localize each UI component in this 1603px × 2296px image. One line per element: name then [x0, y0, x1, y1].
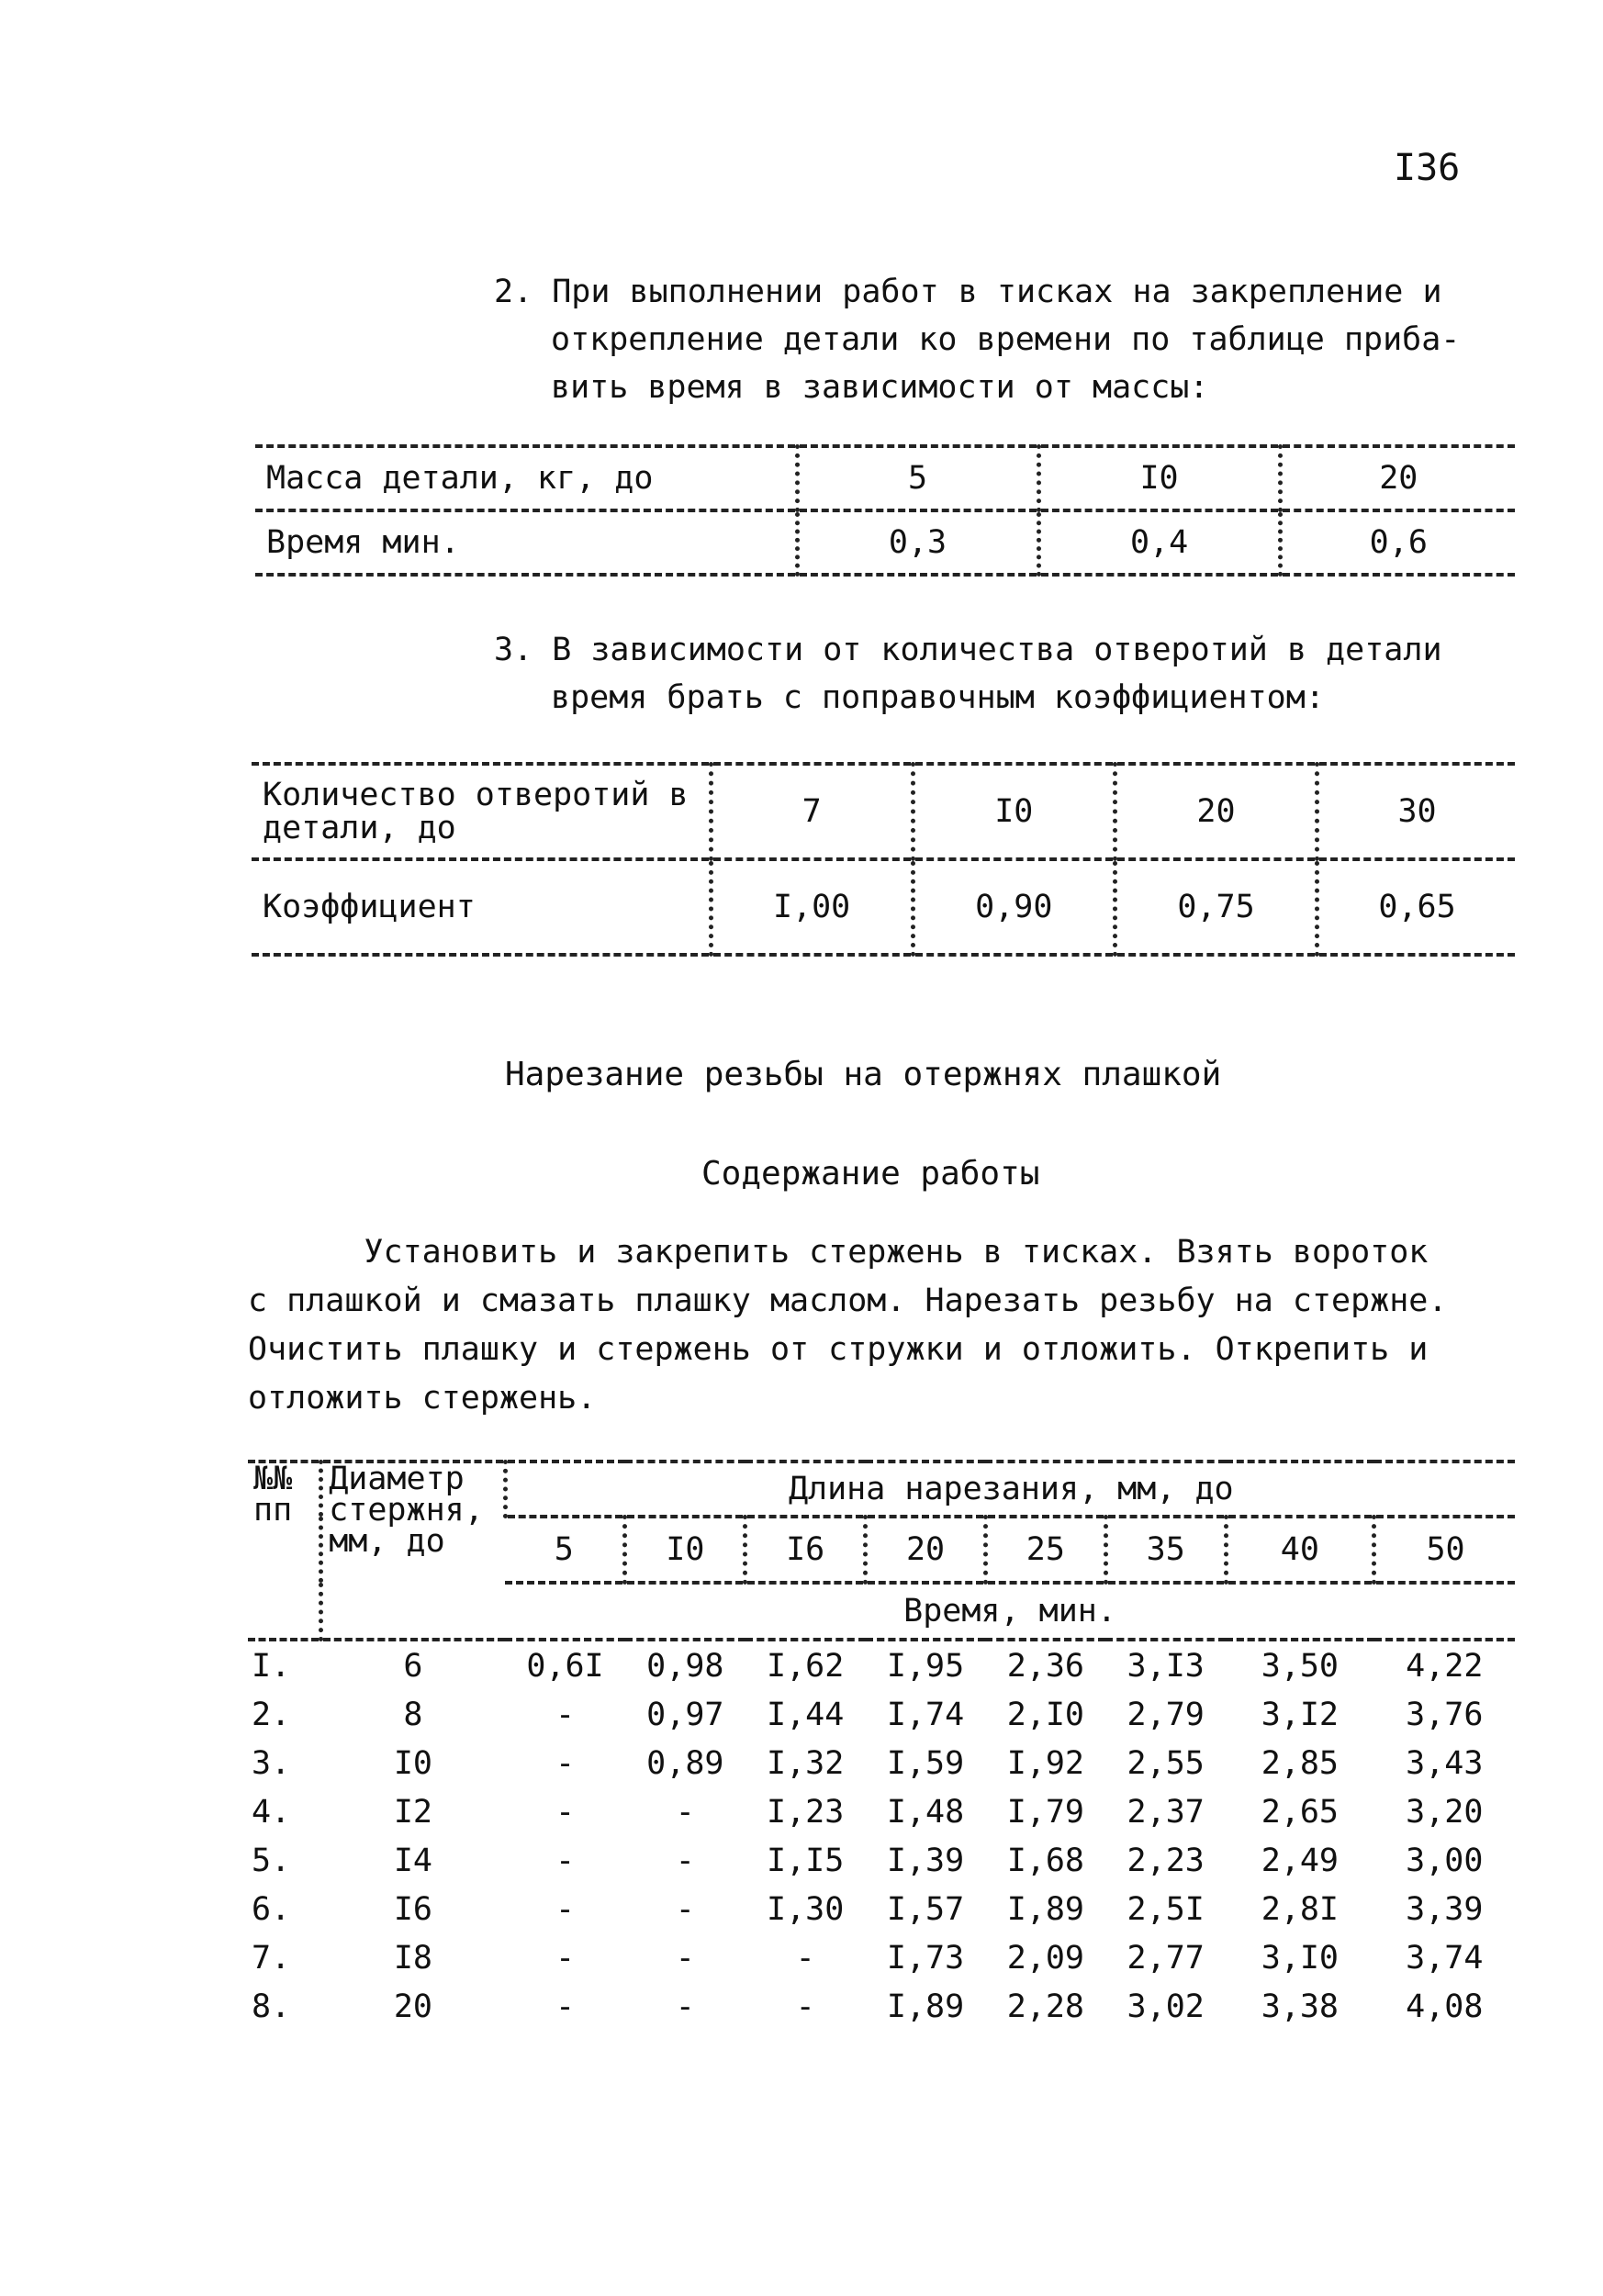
table-row	[252, 859, 1515, 955]
holes-value: I0	[913, 764, 1115, 859]
row-label: Масса детали, кг, до	[255, 446, 797, 510]
time-value: I,74	[886, 1696, 965, 1733]
row-label: Время мин.	[255, 510, 797, 575]
time-value: 2,65	[1261, 1793, 1340, 1831]
holes-value: 30	[1317, 764, 1515, 859]
row-number: I.	[252, 1647, 291, 1685]
time-value: 0,3	[797, 510, 1038, 575]
time-value: 0,6I	[526, 1647, 604, 1685]
coefficient-table	[252, 762, 1515, 957]
col-diam-header	[321, 1462, 505, 1640]
mass-value: 20	[1280, 446, 1515, 510]
time-value: I,48	[886, 1793, 965, 1831]
coef-value: I,00	[711, 859, 913, 955]
note-2-line: 2. При выполнении работ в тисках на закрепление и	[494, 274, 1442, 310]
time-value: 3,20	[1406, 1793, 1484, 1831]
row-label-line: Количество отверотий в	[263, 777, 689, 813]
length-header: Длина нарезания, мм, до	[505, 1462, 1515, 1517]
coef-value: 0,75	[1115, 859, 1317, 955]
length-value: 5	[505, 1517, 625, 1583]
time-value: 2,23	[1127, 1842, 1205, 1879]
holes-value: 7	[711, 764, 913, 859]
table-row	[248, 1640, 1515, 1690]
time-value: I,95	[886, 1647, 965, 1685]
time-value: -	[555, 1988, 576, 2025]
table-row	[248, 1982, 1515, 2031]
note-2-line: открепление детали ко времени по таблице приба-	[551, 321, 1461, 358]
table-row	[255, 510, 1515, 575]
table-row	[248, 1885, 1515, 1933]
length-value: 25	[985, 1517, 1105, 1583]
time-value: 2,49	[1261, 1842, 1340, 1879]
length-value: 40	[1226, 1517, 1374, 1583]
time-value: -	[555, 1793, 576, 1831]
time-header: Время, мин.	[505, 1583, 1515, 1640]
time-value: -	[795, 1988, 815, 2025]
time-value: 2,09	[1006, 1939, 1084, 1977]
time-value: -	[555, 1842, 576, 1879]
header-line: пп	[253, 1492, 293, 1529]
page-number: I36	[1394, 147, 1461, 189]
table-row	[248, 1933, 1515, 1982]
time-value: I,68	[1006, 1842, 1084, 1879]
row-number: 8.	[252, 1988, 291, 2025]
time-value: I,92	[1006, 1744, 1084, 1782]
row-number: 7.	[252, 1939, 291, 1977]
thread-time-table	[248, 1460, 1515, 2031]
diameter-value: 6	[403, 1647, 423, 1685]
note-2-line: вить время в зависимости от массы:	[551, 369, 1209, 406]
time-value: 2,79	[1127, 1696, 1205, 1733]
row-number: 3.	[252, 1744, 291, 1782]
time-value: 3,I2	[1261, 1696, 1340, 1733]
row-label	[252, 764, 711, 859]
diameter-value: I6	[393, 1890, 432, 1928]
time-value: -	[555, 1890, 576, 1928]
diameter-value: 8	[403, 1696, 423, 1733]
work-description	[248, 1228, 1515, 1423]
note-2	[494, 268, 1504, 411]
subsection-title: Содержание работы	[701, 1155, 1040, 1193]
time-value: I,79	[1006, 1793, 1084, 1831]
time-value: -	[555, 1939, 576, 1977]
time-value: I,89	[886, 1988, 965, 2025]
time-value: I,57	[886, 1890, 965, 1928]
time-value: 3,74	[1406, 1939, 1484, 1977]
time-value: I,I5	[767, 1842, 845, 1879]
holes-value: 20	[1115, 764, 1317, 859]
time-value: 3,38	[1261, 1988, 1340, 2025]
table-row	[252, 764, 1515, 859]
time-value: -	[555, 1696, 576, 1733]
table-row	[248, 1787, 1515, 1836]
time-value: 2,8I	[1261, 1890, 1340, 1928]
body-line: с плашкой и смазать плашку маслом. Нарезать резьбу на стержне.	[248, 1282, 1448, 1319]
time-value: -	[675, 1890, 695, 1928]
table-row	[248, 1739, 1515, 1787]
row-number: 6.	[252, 1890, 291, 1928]
time-value: 3,76	[1406, 1696, 1484, 1733]
time-value: 3,43	[1406, 1744, 1484, 1782]
thread-table-body	[248, 1640, 1515, 2031]
note-3	[494, 626, 1504, 722]
time-value: 2,28	[1006, 1988, 1084, 2025]
table-row	[255, 446, 1515, 510]
section-title: Нарезание резьбы на отержнях плашкой	[505, 1056, 1222, 1093]
diameter-value: I8	[393, 1939, 432, 1977]
time-value: 3,39	[1406, 1890, 1484, 1928]
time-value: -	[675, 1939, 695, 1977]
coef-value: 0,90	[913, 859, 1115, 955]
row-number: 5.	[252, 1842, 291, 1879]
diameter-value: I4	[393, 1842, 432, 1879]
row-number: 4.	[252, 1793, 291, 1831]
col-num-header	[248, 1462, 321, 1640]
time-value: 4,22	[1406, 1647, 1484, 1685]
time-value: 0,4	[1038, 510, 1280, 575]
length-value: 50	[1374, 1517, 1515, 1583]
time-value: -	[675, 1793, 695, 1831]
time-value: -	[795, 1939, 815, 1977]
time-value: 3,I3	[1127, 1647, 1205, 1685]
time-value: 2,77	[1127, 1939, 1205, 1977]
time-value: 0,98	[646, 1647, 724, 1685]
time-value: I,23	[767, 1793, 845, 1831]
time-value: 3,00	[1406, 1842, 1484, 1879]
row-label: Коэффициент	[252, 859, 711, 955]
time-value: I,44	[767, 1696, 845, 1733]
time-value: 2,55	[1127, 1744, 1205, 1782]
header-line: стержня,	[329, 1492, 484, 1529]
table-row	[248, 1836, 1515, 1885]
time-value: I,62	[767, 1647, 845, 1685]
time-value: 3,50	[1261, 1647, 1340, 1685]
time-value: I,30	[767, 1890, 845, 1928]
time-value: 2,37	[1127, 1793, 1205, 1831]
body-line: отложить стержень.	[248, 1380, 597, 1417]
time-value: 2,36	[1006, 1647, 1084, 1685]
time-value: I,73	[886, 1939, 965, 1977]
length-value: I6	[745, 1517, 866, 1583]
time-value: 2,85	[1261, 1744, 1340, 1782]
body-line: Очистить плашку и стержень от стружки и отложить. Открепить и	[248, 1331, 1429, 1368]
time-value: I,32	[767, 1744, 845, 1782]
time-value: -	[675, 1988, 695, 2025]
note-3-line: 3. В зависимости от количества отверотий в детали	[494, 632, 1442, 668]
note-3-line: время брать с поправочным коэффициентом:	[551, 679, 1325, 716]
time-value: 0,97	[646, 1696, 724, 1733]
time-value: 0,6	[1280, 510, 1515, 575]
row-label-line: детали, до	[263, 810, 456, 846]
diameter-value: I2	[393, 1793, 432, 1831]
time-value: 3,I0	[1261, 1939, 1340, 1977]
time-value: I,39	[886, 1842, 965, 1879]
header-row	[248, 1462, 1515, 1517]
time-value: I,59	[886, 1744, 965, 1782]
table-row	[248, 1690, 1515, 1739]
coef-value: 0,65	[1317, 859, 1515, 955]
header-line: мм, до	[329, 1523, 445, 1560]
time-value: 2,5I	[1127, 1890, 1205, 1928]
header-line: Диаметр	[329, 1461, 465, 1497]
time-value: 3,02	[1127, 1988, 1205, 2025]
diameter-value: 20	[393, 1988, 432, 2025]
time-value: -	[675, 1842, 695, 1879]
time-value: -	[555, 1744, 576, 1782]
time-value: 4,08	[1406, 1988, 1484, 2025]
time-value: 2,I0	[1006, 1696, 1084, 1733]
diameter-value: I0	[393, 1744, 432, 1782]
length-value: I0	[625, 1517, 745, 1583]
length-value: 20	[866, 1517, 986, 1583]
time-value: 0,89	[646, 1744, 724, 1782]
mass-value: 5	[797, 446, 1038, 510]
header-line: №№	[253, 1461, 293, 1497]
time-value: I,89	[1006, 1890, 1084, 1928]
mass-value: I0	[1038, 446, 1280, 510]
body-line: Установить и закрепить стержень в тисках. Взять вороток	[248, 1234, 1429, 1271]
mass-time-table	[255, 444, 1515, 577]
row-number: 2.	[252, 1696, 291, 1733]
length-value: 35	[1105, 1517, 1226, 1583]
